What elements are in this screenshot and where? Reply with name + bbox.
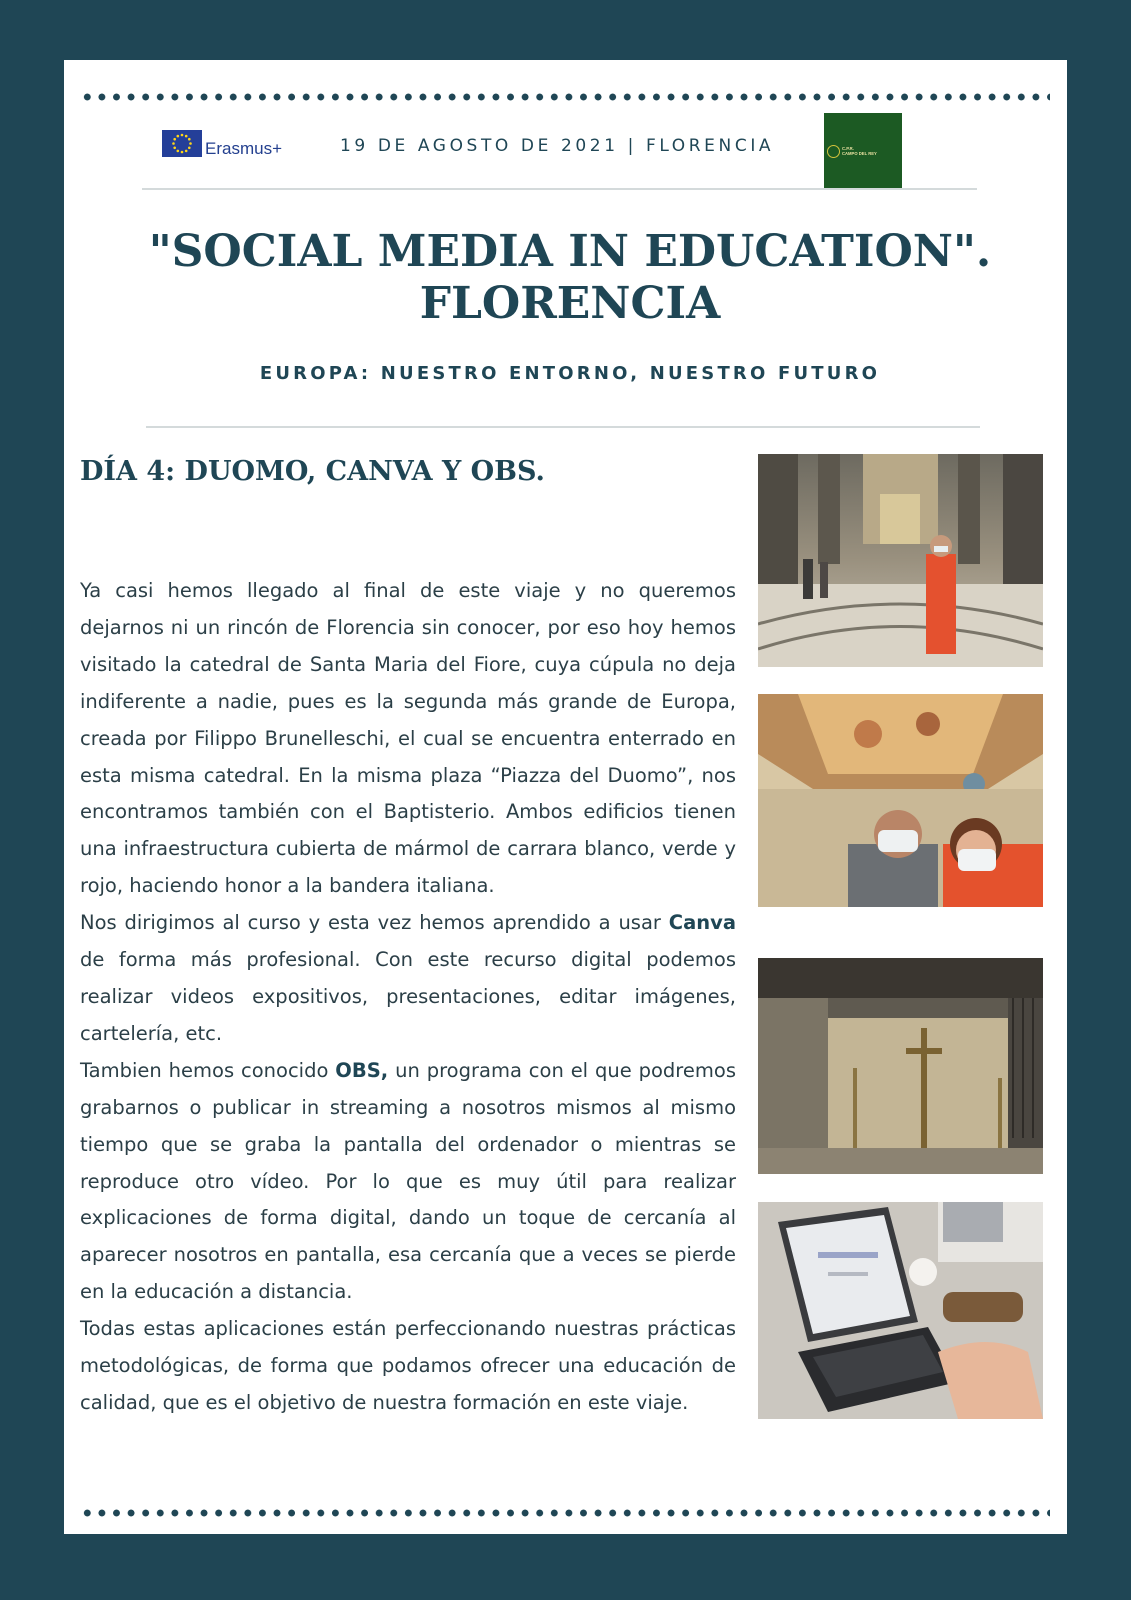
- paragraph-2: Nos dirigimos al curso y esta vez hemos aprendido a usar Canva de forma más profesional. Con este recurso digital podemos realizar videos expositivos, presentaciones, editar imágenes, cartelería, etc.: [80, 911, 736, 1045]
- day-heading: DÍA 4: DUOMO, CANVA Y OBS.: [80, 456, 545, 487]
- eu-flag-icon: [162, 130, 202, 157]
- paragraph-4: Todas estas aplicaciones están perfeccionando nuestras prácticas metodológicas, de forma que podamos ofrecer una educación de calidad, que es el objetivo de nuestra formación en este viaje.: [80, 1317, 736, 1414]
- school-emblem-icon: [827, 145, 840, 158]
- school-logo: [824, 113, 902, 189]
- title-line-1: "SOCIAL MEDIA IN EDUCATION".: [148, 226, 992, 277]
- school-logo-text: C.P.R. CAMPO DEL REY: [842, 146, 877, 156]
- obs-bold: OBS,: [335, 1058, 389, 1082]
- erasmus-logo: [162, 130, 282, 157]
- page-title: [100, 226, 1040, 330]
- article-body: [80, 573, 736, 1422]
- page-subtitle: EUROPA: NUESTRO ENTORNO, NUESTRO FUTURO: [259, 363, 881, 384]
- bottom-dotted-border: [80, 1508, 1050, 1518]
- date-place: 19 DE AGOSTO DE 2021 | FLORENCIA: [340, 136, 775, 156]
- canva-bold: Canva: [668, 911, 736, 935]
- top-dotted-border: [80, 92, 1050, 102]
- title-line-2: FLORENCIA: [419, 278, 721, 329]
- photo-crypt-crucifix: [758, 958, 1043, 1174]
- subtitle-divider: [146, 426, 980, 428]
- erasmus-label: Erasmus+: [205, 139, 282, 158]
- photo-tablet-laptop: [758, 1202, 1043, 1419]
- header-divider: [142, 188, 977, 190]
- photo-dome-selfie: [758, 694, 1043, 907]
- photo-cathedral-interior: [758, 454, 1043, 667]
- paragraph-1: Ya casi hemos llegado al final de este viaje y no queremos dejarnos ni un rincón de Florencia sin conocer, por eso hoy hemos visitado la catedral de Santa Maria del Fiore, cuya cúpula no deja indiferente a nadie, pues es la segunda más grande de Europa, creada por Filippo Brunelleschi, el cual se encuentra enterrado en esta misma catedral. En la misma plaza “Piazza del Duomo”, nos encontramos también con el Baptisterio. Ambos edificios tienen una infraestructura cubierta de mármol de carrara blanco, verde y rojo, haciendo honor a la bandera italiana.: [80, 579, 736, 898]
- paragraph-3: Tambien hemos conocido OBS, un programa con el que podremos grabarnos o publicar in streaming a nosotros mismos al mismo tiempo que se graba la pantalla del ordenador o mientras se reproduce otro vídeo. Por lo que es muy útil para realizar explicaciones de forma digital, dando un toque de cercanía al aparecer nosotros en pantalla, esa cercanía que a veces se pierde en la educación a distancia.: [80, 1058, 736, 1304]
